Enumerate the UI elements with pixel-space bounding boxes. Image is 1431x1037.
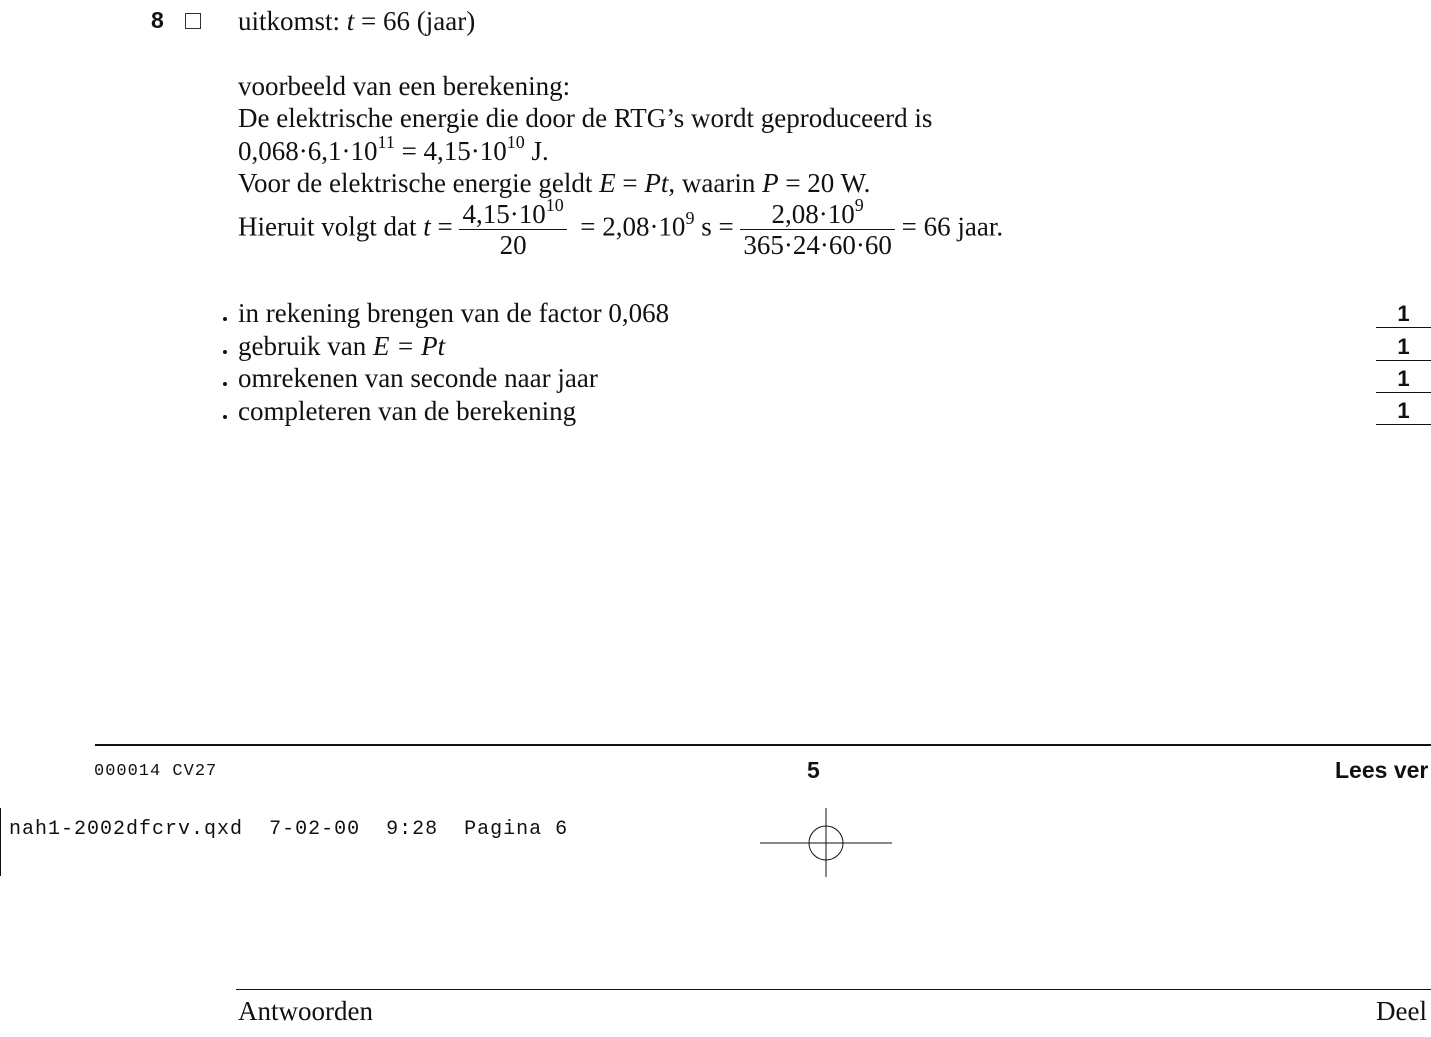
outcome-value: = 66 (jaar) xyxy=(361,6,476,36)
power-value: = 20 W. xyxy=(778,168,871,198)
checkbox-icon xyxy=(185,13,201,34)
criterion-text: gebruik van xyxy=(238,331,373,361)
footer-page-number: 5 xyxy=(807,757,820,783)
formula-eq: = xyxy=(615,168,645,198)
line4-eq: = xyxy=(430,211,460,242)
energy-result: = 4,15·10 xyxy=(394,136,507,166)
energy-exp: 11 xyxy=(377,132,395,152)
frac2-numerator-exp: 9 xyxy=(854,195,864,215)
outcome-var: t xyxy=(346,6,355,36)
slug-edge-line xyxy=(0,808,1,876)
criterion-item: in rekening brengen van de factor 0,068 xyxy=(238,298,670,328)
line3-text: Voor de elektrische energie geldt xyxy=(238,168,600,198)
criterion-item: omrekenen van seconde naar jaar xyxy=(238,363,598,393)
footer-code: 000014 CV27 xyxy=(94,762,218,781)
t-var: t xyxy=(423,211,431,242)
years-result: = 66 jaar. xyxy=(894,211,1004,242)
seconds-result: = 2,08·10 xyxy=(573,211,686,242)
slug-time: 9:28 xyxy=(386,818,439,841)
frac2-denominator: 365·24·60·60 xyxy=(743,230,892,260)
slug-page: Pagina 6 xyxy=(464,818,569,841)
frac1-numerator-exp: 10 xyxy=(545,195,564,215)
footer-rule xyxy=(95,744,1431,746)
outcome-label: uitkomst: xyxy=(238,6,341,36)
formula-pt: Pt xyxy=(644,168,669,198)
registration-mark-icon xyxy=(758,808,894,878)
seconds-unit: s = xyxy=(694,211,741,242)
footer-continue-label: Lees ver xyxy=(1335,757,1429,783)
seconds-exp: 9 xyxy=(685,207,695,228)
criterion-item: completeren van de berekening xyxy=(238,396,577,426)
criterion-points: 1 xyxy=(1376,366,1431,393)
bullet-icon xyxy=(223,415,227,419)
criterion-item xyxy=(238,330,445,362)
bullet-icon xyxy=(223,382,227,386)
print-slug xyxy=(9,818,568,841)
example-line2 xyxy=(238,132,549,167)
energy-expr: 0,068·6,1·10 xyxy=(238,136,378,166)
criterion-formula: E = Pt xyxy=(372,331,446,361)
line3-waarin: , waarin xyxy=(668,168,763,198)
criterion-points: 1 xyxy=(1376,301,1431,328)
next-page-right-header: Deel xyxy=(1376,996,1427,1026)
frac1-denominator: 20 xyxy=(499,230,527,260)
outcome-line xyxy=(238,5,475,37)
formula-e: E xyxy=(599,168,616,198)
fraction-energy-over-power xyxy=(459,195,566,260)
example-line4 xyxy=(238,195,1004,260)
frac1-numerator: 4,15·10 xyxy=(462,199,546,229)
example-line1: De elektrische energie die door de RTG’s wordt geproduceerd is xyxy=(238,103,933,133)
bullet-icon xyxy=(223,350,227,354)
next-page-left-header: Antwoorden xyxy=(238,996,373,1026)
question-number: 8 xyxy=(151,7,164,33)
energy-result-exp: 10 xyxy=(506,132,525,152)
bullet-icon xyxy=(223,317,227,321)
frac2-numerator: 2,08·10 xyxy=(771,199,855,229)
example-heading: voorbeeld van een berekening: xyxy=(238,71,571,101)
criterion-points: 1 xyxy=(1376,398,1431,425)
p-var: P xyxy=(762,168,779,198)
criterion-points: 1 xyxy=(1376,334,1431,361)
next-page-rule xyxy=(236,989,1431,990)
energy-unit: J. xyxy=(524,136,549,166)
line4-prefix: Hieruit volgt dat xyxy=(238,211,424,242)
slug-filename: nah1-2002dfcrv.qxd xyxy=(9,818,244,841)
fraction-seconds-per-year xyxy=(740,195,894,260)
slug-date: 7-02-00 xyxy=(269,818,361,841)
